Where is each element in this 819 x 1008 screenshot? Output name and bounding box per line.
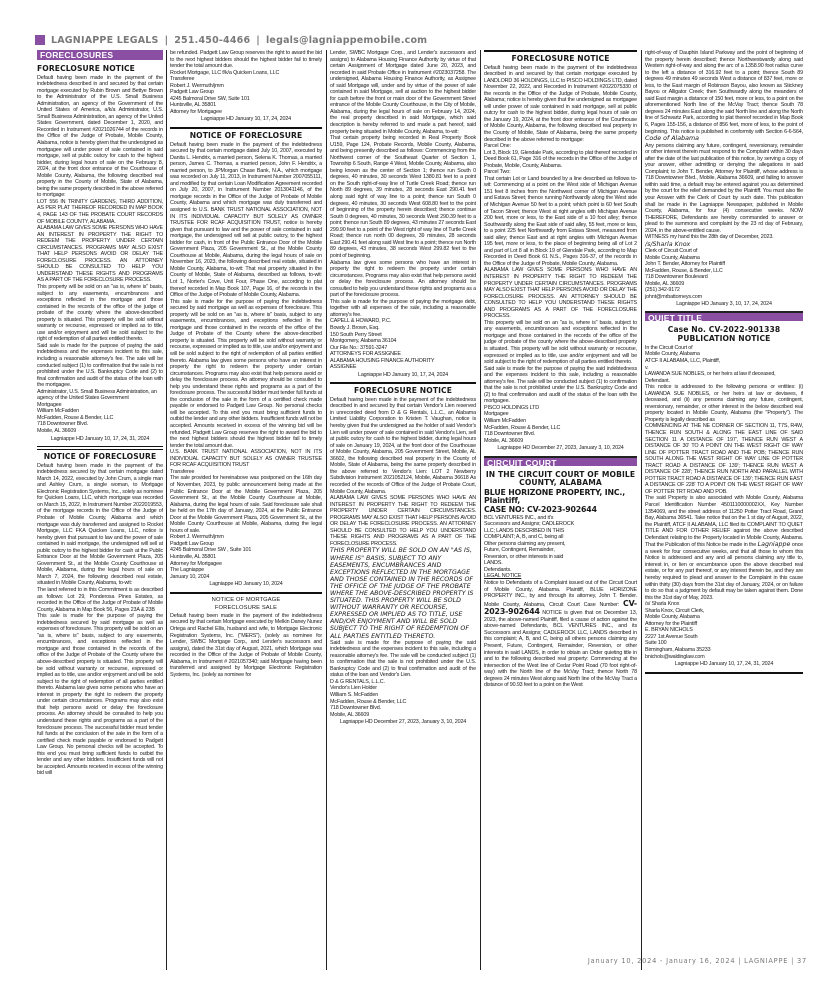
parcel-description: That certain Lot or Land bounded by a line described as follows to-wit: Commencing at a point on the West side of Michigan Avenue 151 feet 8 inches from the Northwest corner of Michigan Avenue and Estava Street; thence running Northwardly along the West side of Michigan Avenue 50 feet to a point; which point is 60 feet South of Tacon Street; thence West at right angles with Michigan Avenue 200 feet, more or less, to the East side of a 10 foot alley; thence Southwardly along the East side of said alley, 55 feet, more or less, to a point 225 feet Northwardly from Estava Street, measured from said alley; thence East and at right angles with Michigan Avenue 195 feet, more or less, to the place of beginning being all of Lot 2 and part of Lot 8 all in Block 19 of Glendale Park, according to Map Recorded in Deed Book 61 N.S., Pages 316-37, of the records in the Office of the Judge of Probate, Mobile County, Alabama. [484, 175, 637, 267]
section-header-foreclosures: FORECLOSURES [37, 50, 163, 60]
notice-sale-terms: Said sale is made for the purpose of paying the said indebtedness and the expenses incident to this sale, including a reasonable attorney's fee. The sale will be conducted subject (1) to confirmation that the sale is not prohibited under the U.S. Bankruptcy Code and (2) to final confirmation and audit of the status of the loan and Vendor's Lien. [330, 639, 476, 679]
signature-line: Huntsville, AL 35801 [170, 553, 216, 560]
column-5 [645, 50, 803, 970]
notice-legal-description: LOT 556 IN TRINITY GARDENS, THIRD ADDITION, AS PER PLAT THEREOF RECORDED IN MAP BOOK 4, PAGE 143 OF THE PROBATE COURT RECORDS OF MOBILE COUNTY, ALABAMA. [37, 198, 163, 225]
notice-as-is: This property will be sold on an "as is, where is" basis, subject to any easements, encumbrances and exceptions reflected in the mortgage and those contained in the records of the office of the judge of probate of the county where the above-described property is situated. This property will be sold without warranty or recourse, expressed or implied as to title, use and/or enjoyment and will be sold subject to the right of redemption of all parties entitled thereto. [484, 319, 637, 366]
signature-line: 150 South Perry Street [330, 331, 382, 338]
notice-body: Default having been made in the payment of the indebtedness secured by that certain mortgage dated March 14, 2022, executed by John Crum, a single man and Ashley Crum, a single woman, to Mortgage Electronic Registration Systems, Inc., solely as nominee for Quicken Loans, LLC, which mortgage was recorded on March 15, 2022, in Instrument Number 2022019553, of the mortgage records in the Office of the Judge of Probate of Mobile County, Alabama and which mortgage was duly transferred and assigned to Rocket Mortgage, LLC FKA Quicken Loans, LLC, notice is hereby given that pursuant to law and the power of sale contained in said mortgage, the undersigned will sell at public outcry to the highest bidder for cash at the Public Entrance Door at the Mobile Government Plaza, 205 Government St., at the Mobile County Courthouse at Mobile, Alabama, during the legal hours of sale on March 7, 2024, the following described real estate, situated in Mobile County, Alabama, to-wit: [37, 462, 163, 587]
notice-divider [170, 592, 322, 594]
notice-body [484, 580, 637, 689]
notice-body-part: NOTICE is given that on December 13, 2023, the above-named Plaintiff, filed a cause of action against the above-named Defendants, BCL VENTURES INC., and its Successors and Assigns; CADLEROCK LLC, LANDS described in this complaint; A, B, and C, being all others persons claiming any Present, Future, Contingent, Remainder, Reversion, or other interests in said LANDS, in order to obtain an Order quieting title in and to the following described real property: Commencing at the intersection of the West line of Cedar Point Road (70 foot right-of-way) with the North line of the McVay Tract; thence North 78 degrees 24 minutes West along said North line of the McVay Tract a distance of 90.93 feet to a point on the West [484, 610, 637, 689]
case-number: Case No. CV-2022-901338 [667, 324, 781, 334]
clerk-signature: /s/ Sharla Knox [645, 601, 680, 608]
signature-line: PISCO HOLDINGS LTD [484, 404, 540, 411]
signature-line: 718 Downtowner Blvd. [330, 705, 381, 712]
section-header-circuit-court: CIRCUIT COURT [484, 456, 637, 466]
defendant-line: Successors and Assigns; CADLEROCK [484, 521, 575, 528]
signature-line: William McFadden [484, 418, 526, 425]
defendant-line: Other persons claiming any present, [484, 540, 566, 547]
signature-line: Mobile County, Alabama [645, 614, 700, 621]
case-number-inline: CV-2023-902644 [484, 598, 637, 617]
notice-body-part: right-of-way of Dauphin Island Parkway and the point of beginning of the property herein described; thence Northwestwardly along said Western right-of-way and along the arc of a 1358.90 foot radius curve to the left a distance of 316.92 feet to a point; thence South 89 degrees 49 minutes 49 seconds West a distance of 837 feet, more or less, to the East margin of Robinson Bayou, also known as Stickney Bayou or Alligator Creek; then Southwardly along the meanders of said East margin a distance of 150 feet, more or less, to a point on the aforementioned North line of the McVay Tract; thence South 78 degrees 24 minutes East along the said North line and along the North line of Schwartz Park, according to plat thereof recorded in Map Book 6, Pages 155-156, a distance of 856 feet, more of less, to the point of beginning. This notice is published in conformity with Section 6-6-564, [645, 50, 803, 135]
signature-line: 2227 1st Avenue South [645, 633, 698, 640]
notice-as-is: THIS PROPERTY WILL BE SOLD ON AN "AS IS, WHERE IS" BASIS, SUBJECT TO ANY EASEMENTS, ENCUMBRANCES AND EXCEPTIONS REFLECTED IN THE MORTGAGE AND THOSE CONTAINED IN THE RECORDS OF THE OFFICE OF THE JUDGE OF THE PROBATE WHERE THE ABOVE-DESCRIBED PROPERTY IS SITUATED. THIS PROPERTY WILL BE SOLD WITHOUT WARRANTY OR RECOURSE, EXPRESSED OR IMPLIED AS TO TITLE, USE AND/OR ENJOYMENT AND WILL BE SOLD SUBJECT TO THE RIGHT OF REDEMPTION OF ALL PARTIES ENTITLED THERETO. [330, 547, 474, 640]
notice-heading: PUBLICATION NOTICE [677, 334, 771, 344]
notice-transferee: Transferee [170, 468, 195, 475]
witness-line: WITNESS my hand this the 28th day of December, 2023. [645, 234, 774, 241]
court-heading: IN THE CIRCUIT COURT OF MOBILE COUNTY, ALABAMA [485, 469, 636, 488]
notice-heading: NOTICE OF MORTGAGE [211, 596, 281, 603]
notice-heading: NOTICE OF FORECLOSURE [43, 452, 157, 462]
signature-line: johnt@mrbattorneys.com [645, 293, 702, 300]
notice-body: Default having been made in the payment of the indebtedness secured by that certain mortgage dated July 10, 2007, executed by Danita L. Hendrix, a married person, Selena K. Thomas, a married person, James C. Thomas, a married person, John F. Hendrix, a married person, to JPMorgan Chase Bank, N.A., which mortgage was recorded on July 11, 2013, in Instrument Number 2007055111, and modified by that certain Loan Modification Agreement recorded on July 20, 2007, in Instrument Number 2013041146, of the mortgage records in the Office of the Judge of Probate of Mobile County, Alabama and which mortgage was duly transferred and assigned to U.S. BANK TRUST NATIONAL ASSOCIATION, NOT IN ITS INDIVIDUAL CAPACITY BUT SOLELY AS OWNER TRUSTEE FOR RCAF ACQUISITION TRUST, notice is hereby given that pursuant to law and the power of sale contained in said mortgage, the undersigned will sell at public outcry, to the highest bidder for cash, in front of the Public Entrance Door of the Mobile Government Plaza, 205 Government St., at the Mobile County Courthouse at Mobile, Alabama, during the legal hours of sale on November 16, 2023, the following described real estate, situated in Mobile County, Alabama, to-wit: That real property situated in the County of Mobile, State of Alabama, described as follows, to-wit: Lot 1, Norter's Cove, Unit Four, Phase One, according to plat thereof recorded in Map Book 107, Page 16, of the records in the Office of the Judge of Probate of Mobile County, Alabama. [170, 141, 322, 299]
masthead-phone: 251.450-4466 [174, 34, 251, 46]
notice-redemption: ALABAMA LAW GIVES SOME PERSONS WHO HAVE AN INTEREST IN PROPERTY THE RIGHT TO REDEEM THE PROPERTY UNDER CERTAIN CIRCUMSTANCES. PROGRAMS MAY ALSO EXIST THAT HELP PERSONS AVOID OR DELAY THE FORECLOSURE PROCESS. AN ATTORNEY SHOULD BE CONSULTED TO HELP YOU UNDERSTAND THESE RIGHTS AND PROGRAMS AS A PART OF THE FORECLOSURE PROCESS. [484, 267, 637, 320]
signature-line: Attorney for the Plaintiff [645, 620, 698, 627]
notice-continued [645, 50, 803, 143]
court-line: In the Circuit Court of [645, 344, 693, 351]
signature-line: Mobile, AL 36609 [645, 280, 685, 287]
notice-trustee: U.S. BANK TRUST NATIONAL ASSOCIATION, NOT IN ITS INDIVIDUAL CAPACITY BUT SOLELY AS OWNER TRUSTEE FOR RCAF ACQUISITION TRUST [170, 449, 322, 469]
notice-heading: FORECLOSURE NOTICE [511, 54, 610, 63]
legal-notice-label: LEGAL NOTICE [484, 573, 522, 580]
publication-run-dates: Lagniappe HD December 27, 2023, January 3, 10, 2024 [497, 445, 624, 452]
signature-line: Clerk of Circuit Court of [645, 247, 698, 254]
signature-line: Robert J. Wermuth/jmm [170, 534, 224, 541]
court-line: LAWANDA SUE NOBLES, or her heirs at law if deceased, [645, 371, 776, 378]
notice-postponement: The sale provided for hereinabove was postponed on the 16th day of November, 2023, by public announcement being made at the Public Entrance Door at the Mobile Government Plaza, 205 Government St., at the Mobile County Courthouse at Mobile, Alabama, during the legal hours of sale. Said foreclosure sale shall be held on the 17th day of January, 2024, at the Public Entrance Door at the Mobile Government Plaza, 205 Government St., at the Mobile County Courthouse at Mobile, Alabama, during the legal hours of sale. [170, 475, 322, 534]
notice-divider [37, 446, 163, 450]
signature-line: ASSIGNEE [330, 364, 357, 371]
notice-sale-terms: Said sale is made for the purpose of paying the said indebtedness and the expenses incident to this sale, including a reasonable attorney's fee. The sale will be conducted subject (1) to confirmation that the sale is not prohibited under the U.S. Bankruptcy Code and (2) to final confirmation and audit of the status of the loan with the mortgagee. [484, 365, 637, 405]
signature-line: 718 Downtowner Blvd. [484, 431, 535, 438]
signature-line: 718 Downtowner Boulevard [645, 274, 708, 281]
court-line: Mobile County, Alabama [645, 351, 700, 358]
masthead-email[interactable]: legals@lagniappemobile.com [265, 34, 428, 46]
notice-body-part: The said Property is also associated with Mobile County, Alabama Parcel Identification Number 4501110000002XX, Key Number 1354069, and the street address of 11250 Potter Tract Road, Grand Bay, Alabama 36541. Take notice that on the 1 st day of August, 2022, the Plaintiff, ATCF II ALABAMA, LLC filed its COMPLAINT TO QUIET TITLE AND FOR OTHER RELIEF against the above described Defendant relating to the Property located in Mobile County, Alabama. That the Publication of this Notice be made in the [645, 495, 803, 549]
signature-line: Our File No.: 37591-3247 [330, 344, 388, 351]
notice-body: This notice is addressed to the following persons or entities: (i) LAWANDA SUE NOBLES, or her heirs at law or devisees, if deceased, and (ii) any persons claiming any future, contingent, reversionary, remainder, or other interest in the below described real property located in Mobile County, Alabama (the "Property"). The Property is legally described as [645, 384, 803, 423]
notice-body-part: once a week for four consecutive weeks, and that all those to whom this Notice is addressed and any and all persons claiming any title to, interest in, or lien or encumbrance upon the above described real estate, or for any part thereof, or any interest therein be, and they are hereby required to plead and answer to the Complaint in this cause within thirty (30) days from the 31st day of January, 2024, or on failure to do so that a judgment by default may be taken against them. Done this the 31st day of May, 2023. [645, 542, 803, 601]
signature-line: 718 Downtowner Blvd. [37, 421, 88, 428]
signature-line: The Lagniappe [170, 567, 205, 574]
page-footer: January 10, 2024 - January 16, 2024 | LAGNIAPPE | 37 [587, 957, 807, 965]
signature-line: CAPELL & HOWARD, P.C. [330, 318, 392, 325]
column-3 [330, 50, 476, 970]
plaintiff-label: Plaintiff, [484, 496, 521, 506]
column-divider [166, 50, 167, 970]
notice-legal-description: The land referred to in this Commitment is as described as follows: Lot 29, Ponderosa Pines Estates, as recorded in the Office of the Judge of Probate of Mobile County, Alabama in Map Book 56, Pages 23A & 23B [37, 587, 163, 613]
court-line: ATCF II ALABAMA, LLC, Plaintiff, [645, 357, 720, 364]
court-line: v. [645, 364, 649, 371]
signature-line: Mobile, AL 36609 [37, 428, 77, 435]
notice-body: Default having been made in the payment of the indebtedness described in and secured by that certain mortgage executed by Rubin Brown and Bettye Brown to the Administrator of the U.S. Small Business Administration, an agency of the Government of the United States of America, a/k/a Administrator, U.S. Small Business Administration, an agency of the United States Government, dated December 1, 2020, and Recorded in Instrument #2021026744 of the records in the Office of the Judge of Probate, Mobile County, Alabama, notice is hereby given that the undersigned as mortgagee will under power of sale contained in said mortgage, sell at public outcry for cash to the highest bidder, during legal hours of sale on the February 8, 2024, at the front door entrance of the Courthouse of Mobile County, Alabama, the following described real property in the County of Mobile, State of Alabama, being the same property described in the above referred to mortgage: [37, 74, 163, 199]
notice-divider [645, 672, 803, 674]
publication-run-dates: Lagniappe HD January 10, 17, 24, 2024 [357, 371, 449, 378]
signature-line: McFadden, Rouse & Bender, LLC [484, 424, 561, 431]
notice-body: Default having been made in the payment of the indebtedness secured by that certain Mortgage executed by Melkin Daney Nunez Ortega and Rachel Ellis, husband and wife, to Mortgage Electronic Registration Systems, Inc. ("MERS"), (solely as nominee for Lender, SWBC Mortgage Corp., and Lender's successors and assigns), dated the 31st day of August, 2021, which Mortgage was recorded in the Office of the Judge of Probate of Mobile County, Alabama, in Instrument # 2021057340; said Mortgage having been transferred and assigned by Mortgage Electronic Registration Systems, Inc. (solely as nominee for [170, 612, 322, 678]
plaintiff-name: BLUE HORIZONE PROPERTY, INC., [484, 487, 626, 497]
publication-run-dates: Lagniappe HD January 10, 17, 24, 31, 2024 [674, 661, 774, 668]
column-divider [480, 50, 481, 970]
defendant-line: Future, Contingent, Remainder, [484, 547, 555, 554]
signature-line: E. BRYAN NICHOLS [645, 627, 693, 634]
parcel-label: Parcel Two: [484, 169, 511, 176]
publication-run-dates: Lagniappe HD January 10, 17, 24, 31, 2024 [50, 435, 150, 442]
notice-body: Any persons claiming any future, contingent, reversionary, remainder or other interest therein must respond to the Complaint within 30 days after the date of the last publication of this notice, by serving a copy of your answer, either admitting or denying the allegations in said Complaint; to John T. Bender, Attorney for Plaintiff, whose address is 718 Downtowner Blvd., Mobile, Alabama 36609, and failing to answer within said time, a default may be entered against you as determined by the court for the relief demanded by the Plaintiff. You must also file your Answer with the Clerk of Court by such date. This publication shall be made in the Lagniappe Newspaper, published in Mobile County, Alabama, for four (4) consecutive weeks. NOW THEREFORE, Defendants are hereby commanded to answer or plead to the summons and complaint by the 23 rd day of February, 2024, in the above-entitled cause. [645, 142, 803, 234]
masthead-title: LAGNIAPPE LEGALS [51, 34, 159, 46]
publication-run-dates: Lagniappe HD January 10, 2024 [209, 581, 283, 588]
notice-sale-terms: Said sale is made for the purpose of paying the said indebtedness and the expenses incident to this sale, including a reasonable attorney's fee. The sale will be conducted subject (1) to confirmation that the sale is not prohibited under the U.S. Bankruptcy Code and (2) to final confirmation and audit of the status of the loan with the mortgagee. [37, 342, 163, 389]
signature-line: McFadden, Rouse & Bender, LLC [37, 414, 114, 421]
signature-line: Padgett Law Group [170, 540, 214, 547]
signature-line: Mortgagee [484, 411, 509, 418]
masthead-separator: | [164, 34, 169, 46]
case-number: CASE NO: CV-2023-902644 [484, 504, 597, 514]
code-citation: Code of Alabama [645, 135, 699, 143]
publication-run-dates: Lagniappe HD January 3, 10, 17, 24, 2024 [676, 301, 772, 308]
signature-line: McFadden, Rouse, & Bender, LLC [645, 267, 723, 274]
notice-sale-terms: This sale is made for the purpose of paying the indebtedness secured by said mortgage as well as expenses of foreclosure. This property will be sold on an "as is, where is" basis, subject to any easements, encumbrances, and exceptions reflected in the mortgage and those contained in the records of the office of the Judge of Probate of the County where the above-described property is situated. This property will be sold without warranty or recourse, expressed or implied as to title, use and/or enjoyment and will be sold subject to the right of redemption of all parties entitled thereto. Alabama law gives some persons who have an interest in property the right to redeem the property under certain circumstances. Programs may also exist that help persons avoid or delay the foreclosure process. An attorney should be consulted to help you understand these rights and programs as a part of the foreclosure process. The successful bidder must tender full funds at the conclusion of the sale in the form of a certified check made payable or endorsed to Padgett Law Group. No personal checks will be accepted. To this end you must bring sufficient funds to outbid the lender and any other bidders. Insufficient funds will not be accepted. Amounts received in excess of the winning bid will be refunded. Padgett Law Group reserves the right to award the bid to the next highest bidders should the highest bidder fail to timely tender the total amount due. [170, 298, 322, 449]
clerk-signature: /s/Sharla Knox [645, 240, 691, 248]
notice-heading: FORECLOSURE NOTICE [354, 386, 452, 396]
signature-line: Mobile, AL 36609 [484, 437, 524, 444]
defendant-line: Defendants. [484, 566, 512, 573]
signature-line: ALABAMA HOUSING FINANCE AUTHORITY [330, 357, 435, 364]
signature-line: Rocket Mortgage, LLC f/k/a Quicken Loans, LLC [170, 69, 280, 76]
signature-line: Mobile County, Alabama [645, 254, 700, 261]
notice-body [645, 495, 803, 601]
notice-body-part: Notice to Defendants of a Complaint issued out of the Circuit Court of Mobile County, Alabama. Plaintiff, BLUE HORIZONE PROPERTY INC., by and through its attorney, John T. Bender. Mobile County, Alabama, Circuit Court Case Number: [484, 580, 637, 608]
signature-line: Transferee [170, 76, 195, 83]
court-line: Defendant. [645, 377, 670, 384]
newspaper-name: Lagniappe [757, 541, 791, 549]
signature-line: Padgett Law Group [170, 89, 214, 96]
notice-purpose: This sale is made for the purpose of paying the mortgage debt, together with all expenses of the sale, including a reasonable attorney's fee. [330, 298, 476, 318]
column-1 [37, 50, 163, 970]
notice-continued: Lender, SWBC Mortgage Corp., and Lender's successors and assigns) to Alabama Housing Finance Authority by virtue of that certain Assignment of Mortgage dated June 20, 2023, and recorded in said Probate Office in Instrument #2023037258. The undersigned, Alabama Housing Finance Authority, as Assignee of said Mortgage will, under and by virtue of the power of sale contained in said Mortgage, sell at auction to the highest bidder for cash before the front or main door of the Government Street entrance of the Mobile County Courthouse, in the City of Mobile, Alabama, during the legal hours of sale on February 14, 2024, the real property described in said Mortgage, which said description is hereby referred to and made a part hereof, said property being situated in Mobile County, Alabama, to-wit: [330, 50, 476, 135]
signature-line: Suite 100 [645, 640, 667, 647]
defendant-line: BCL VENTURES INC., and it's [484, 514, 554, 521]
signature-line: Attorney for Mortgagee [170, 560, 222, 567]
defendant-line: Reversion, or other interests in said [484, 553, 564, 560]
notice-subheading: FORECLOSURE SALE [214, 605, 278, 612]
notice-redemption: ALABAMA LAW GIVES SOME PERSONS WHO HAVE AN INTEREST IN PROPERTY THE RIGHT TO REDEEM THE PROPERTY UNDER CERTAIN CIRCUMSTANCES. PROGRAMS MAY ALSO EXIST THAT HELP PERSONS AVOID OR DELAY THE FORECLOSURE PROCESS. AN ATTORNEY SHOULD BE CONSULTED TO HELP YOU UNDERSTAND THESE RIGHTS AND PROGRAMS AS A PART OF THE FORECLOSURE PROCESS. [37, 225, 163, 284]
column-4 [484, 50, 637, 970]
notice-heading: NOTICE OF FORECLOSURE [189, 131, 303, 141]
signature-line: Robert J. Wermuth/jmm [170, 82, 224, 89]
publication-run-dates: Lagniappe HD December 27, 2023, January 3, 10, 2024 [339, 719, 467, 726]
signature-line: D & G RENTALS, L.L.C. [330, 678, 385, 685]
signature-line: Attorney for Mortgagee [170, 108, 222, 115]
notice-sale-terms: This sale is made for the purpose of paying the indebtedness secured by said mortgage as well as expenses of foreclosure. This property will be sold on an "as is, where is" basis, subject to any easements, encumbrances, and exceptions reflected in the mortgage and those contained in the records of the office of the Judge of Probate of the County where the above-described property is situated. This property will be sold without warranty or recourse, expressed or implied as to title, use and/or enjoyment and will be sold subject to the right of redemption of all parties entitled thereto. Alabama law gives some persons who have an interest in property the right to redeem the property under certain circumstances. Programs may also exist that help persons avoid or delay the foreclosure process. An attorney should be consulted to help you understand these rights and programs as a part of the foreclosure process. The successful bidder must tender full funds at the conclusion of the sale in the form of a certified check made payable or endorsed to Padgett Law Group. No personal checks will be accepted. To this end you must bring sufficient funds to outbid the lender and any other bidders. Insufficient funds will not be accepted. Amounts received in excess of the winning bid will [37, 613, 163, 777]
signature-line: Vendor's Lien Holder [330, 685, 377, 692]
notice-divider [170, 127, 322, 129]
notice-body: Default having been made in the payment of the indebtedness described in and secured by that certain mortgage executed by LANDLORD 36 HOLDINGS, LLC to PISCO HOLDINGS LTD, dated November 22, 2022, and Recorded in Instrument #2022075330 of the records in the Office of the Judge of Probate, Mobile County, Alabama; notice is hereby given that the undersigned as mortgagee will under power of sale contained in said mortgage, sell at public outcry for cash to the highest bidder, during legal hours of sale on the January 19, 2024, at the front door entrance of the Courthouse of Mobile County, Alabama, the following described real property in the County of Mobile, State of Alabama, being the same property described in the above referred to mortgage: [484, 64, 637, 143]
signature-line: 4245 Balmoral Drive SW , Suite 101 [170, 547, 252, 554]
notice-continued: be refunded. Padgett Law Group reserves the right to award the bid to the next highest bidders should the highest bidder fail to timely tender the total amount due. [170, 50, 322, 70]
notice-divider [330, 382, 476, 384]
section-header-quiet-title: QUIET TITLE [645, 311, 803, 321]
signature-line: January 10, 2024 [170, 573, 210, 580]
notice-divider [484, 50, 637, 52]
publication-run-dates: Lagniappe HD January 10, 17, 24, 2024 [200, 116, 292, 123]
notice-heading: FORECLOSURE NOTICE [37, 64, 135, 73]
notice-body: Default having been made in the payment of the indebtedness described in and secured by that certain Vendor's Lien reserved in unrecorded deed from D & G Rentals, L.L.C., an Alabama Limited Liability Corporation to Kristen T. Vaughan, notice is hereby given that the undersigned as the holder of said Vendor's Lien will under power of sale contained in said Vendor's Lien, sell at public outcry for cash to the highest bidder, during legal hours of sale on January 19, 2024, at the front door of the Courthouse of Mobile County, Alabama, 205 Government Street, Mobile, AL 36602, the following described real property in the County of Mobile, State of Alabama, being the same property described in the above referred to Vendor's Lien: LOT 2 Newberry Subdivision Instrument 2021052124, Mobile, Alabama 36618 As recorded of the records of Office of the Judge of Probate Court, Mobile County, Alabama. [330, 396, 476, 495]
signature-line: William McFadden [37, 408, 79, 415]
signature-line: 4245 Balmoral Drive SW, Suite 101 [170, 95, 250, 102]
defendant-line: COMPLAINT; A, B, and C, being all [484, 534, 564, 541]
column-2 [170, 50, 322, 970]
signature-line: Sharla Knox, Circuit Clerk, [645, 607, 705, 614]
signature-line: Mobile, AL 36609 [330, 711, 370, 718]
parcel-label: Parcel One: [484, 143, 511, 150]
signature-line: Huntsville, AL 35801 [170, 102, 216, 109]
notice-redemption: ALABAMA LAW GIVES SOME PERSONS WHO HAVE AN INTEREST IN PROPERTY THE RIGHT TO REDEEM THE PROPERTY UNDER CERTAIN CIRCUMSTANCES. PROGRAMS MAY ALSO EXIST THAT HELP PERSONS AVOID OR DELAY THE FORECLOSURE PROCESS. AN ATTORNEY SHOULD BE CONSULTED TO HELP YOU UNDERSTAND THESE RIGHTS AND PROGRAMS AS A PART OF THE FORECLOSURE PROCESS. [330, 495, 476, 547]
notice-as-is: This property will be sold on an "as is, where is" basis, subject to any easements, encumbrances and exceptions reflected in the mortgage and those contained in the records of the office of the judge of probate of the county where the above-described property is situated. This property will be sold without warranty or recourse, expressed or implied as to title, use and/or enjoyment and will be sold subject to the right of redemption of all parties entitled thereto. [37, 284, 163, 343]
notice-legal-description: That certain property being recorded in Real Property Book U159, Page 124, Probate Records, Mobile County, Alabama, and being presently described as follows: Commencing from the Northwest corner of the Southeast Quarter of Section 1, Township 6 South, Range 4 West, Mobile County, Alabama, also being known as the center of Section 1; thence run South 0 degrees, 40 minutes, 30 seconds West 1380.81 feet to a point on the South right-of-way line of Turtle Creek Road; thence run North 89 degrees, 39 minutes, 28 seconds East 290.41 feet along said right of way line to a point; thence run South 0 degrees, 40 minutes, 30 seconds West 608.80 feet to the point of beginning of the property herein described; thence continue South 0 degrees, 40 minutes, 30 seconds West 290.39 feet to a point; thence run South 89 degrees, 43 minutes 27 seconds East 299.90 feet to a point of the West right of way line of Turtle Creek Road; thence run north 00 degrees, 39 minutes, 28 seconds East 290.41 feet along said West line to a point; thence run North 89 degrees, 43 minutes, 38 seconds West 299.82 feet to the point of beginning. [330, 135, 476, 259]
column-divider [641, 50, 642, 970]
masthead [35, 33, 427, 47]
signature-line: McFadden, Rouse & Bender, LLC [330, 698, 407, 705]
signature-line: Birmingham, Alabama 35233 [645, 647, 711, 654]
column-divider [326, 50, 327, 970]
signature-line: (251) 342-9172 [645, 287, 680, 294]
signature-line: John T. Bender, Attorney for Plaintiff [645, 261, 725, 268]
signature-line: Administrator, U.S. Small Business Administration, an agency of the United States Government [37, 388, 157, 402]
signature-line: bnichols@waldinglaw.com [645, 653, 705, 660]
signature-line: Mortgagee [37, 401, 62, 408]
defendant-line: LANDS. [484, 560, 503, 567]
defendant-line: LLC; LANDS DESCRIBED IN THIS [484, 527, 565, 534]
signature-line: Bowdy J. Brown, Esq. [330, 324, 380, 331]
brand-square-icon [35, 35, 45, 45]
masthead-separator: | [256, 34, 260, 46]
legal-columns [37, 50, 807, 970]
signature-line: ATTORNEYS FOR ASSIGNEE [330, 351, 401, 358]
notice-redemption: Alabama law gives some persons who have an interest in property the right to redeem the property under certain circumstances. Programs may also exist that help persons avoid or delay the foreclosure process. An attorney should be consulted to help you understand these rights and programs as a part of the foreclosure process. [330, 259, 476, 299]
signature-line: William S. McFadden [330, 692, 379, 699]
parcel-description: Lot 3, Block 19, Glendale Park, according to plat thereof recorded in Deed Book 61, Page 316 of the records in the Office of the Judge of Probate, Mobile, County, Alabama. [484, 149, 637, 169]
notice-legal-description: COMMENCING AT THE NE CORNER OF SECTION 11, T7S, R4W, THENCE RUN SOUTH & ALONG THE EAST LINE OF SAID SECTION 11 A DISTANCE OF 197', THENCE RUN WEST A DISTANCE OF 30' TO A POINT ON THE WEST RIGHT OF WAY LINE OF POTTER TRACT ROAD AND THE POB; THENCE RUN SOUTH ALONG THE WEST RIGHT OF WAY LINE OF POTTER TRACT ROAD A DISTANCE OF 139'; THENCE RUN WEST A DISTANCE OF 228'; THENCE RUN NORTH AND PARALLEL WITH POTTER TRACT ROAD A DISTANCE OF 139'; THENCE RUN EAST A DISTANCE OF 228' TO A POINT ON THE WEST RIGHT OF WAY OF POTTER TRT ROAD AND POB. [645, 423, 803, 495]
signature-line: Montgomery, Alabama 36104 [330, 338, 397, 345]
